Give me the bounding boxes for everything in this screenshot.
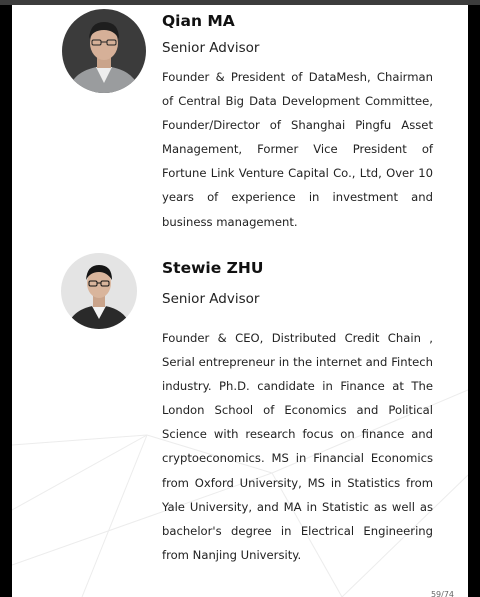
advisor-name: Stewie ZHU — [162, 259, 264, 277]
page-number: 59/74 — [430, 590, 454, 597]
advisor-photo-qian-ma — [62, 9, 146, 93]
person-photo-icon — [62, 9, 146, 93]
person-photo-icon — [61, 253, 137, 329]
advisor-role: Senior Advisor — [162, 40, 260, 56]
advisor-photo-stewie-zhu — [61, 253, 137, 329]
advisor-role: Senior Advisor — [162, 291, 260, 307]
document-page — [12, 5, 468, 597]
advisor-name: Qian MA — [162, 12, 235, 30]
advisor-bio: Founder & President of DataMesh, Chairman of Central Big Data Development Committee, Founder/Director of Shanghai Pingfu Asset Management, Former Vice President of Fortune Link Venture Capital Co., Ltd, Over 10 years of experience in investment and business management. — [162, 70, 433, 229]
advisor-bio: Founder & CEO, Distributed Credit Chain , Serial entrepreneur in the internet and Fintech industry. Ph.D. candidate in Finance at The London School of Economics and Political Science with research focus on finance and cryptoeconomics. MS in Financial Economics from Oxford University, MS in Statistics from Yale University, and MA in Statistic as well as bachelor's degree in Electrical Engineering from Nanjing University. — [162, 331, 433, 562]
